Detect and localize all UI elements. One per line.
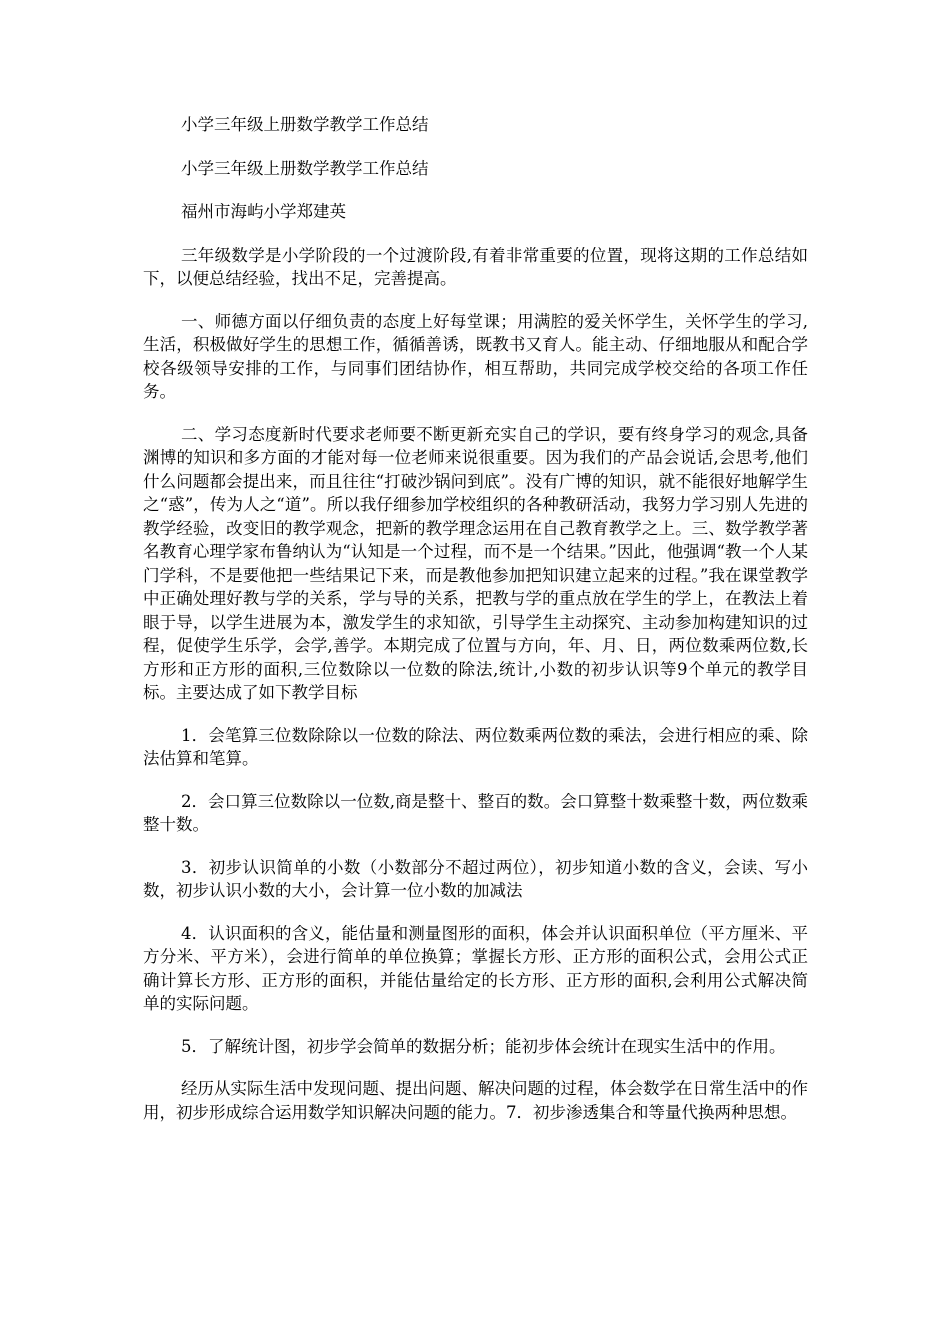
paragraph-learning-teaching: 二、学习态度新时代要求老师要不断更新充实自己的学识，要有终身学习的观念,具备渊博的知识和多方面的才能对每一位老师来说很重要。因为我们的产品会说话,会思考,他们什么问题都会提出来，而且往往“打破沙锅问到底”。没有广博的知识，就不能很好地解学生之“惑”，传为人之“道”。所以我仔细参加学校组织的各种教研活动，我努力学习别人先进的教学经验，改变旧的教学观念，把新的教学理念运用在自己教育教学之上。三、数学教学著名教育心理学家布鲁纳认为“认知是一个过程，而不是一个结果。”因此，他强调“教一个人某门学科，不是要他把一些结果记下来，而是教他参加把知识建立起来的过程。”我在课堂教学中正确处理好教与学的关系，学与导的关系，把教与学的重点放在学生的学上，在教法上着眼于导，以学生进展为本，激发学生的求知欲，引导学生主动探究、主动参加构建知识的过程，促使学生乐学，会学,善学。本期完成了位置与方向，年、月、日，两位数乘两位数,长方形和正方形的面积,三位数除以一位数的除法,统计,小数的初步认识等9个单元的教学目标。主要达成了如下教学目标	[143, 424, 808, 702]
paragraph-goal-4: 4．认识面积的含义，能估量和测量图形的面积，体会并认识面积单位（平方厘米、平方分米、平方米），会进行简单的单位换算；掌握长方形、正方形的面积公式，会用公式正确计算长方形、正方形的面积，并能估量给定的长方形、正方形的面积,会利用公式解决简单的实际问题。	[143, 923, 808, 1013]
paragraph-goal-3: 3．初步认识简单的小数（小数部分不超过两位），初步知道小数的含义，会读、写小数，初步认识小数的大小，会计算一位小数的加减法	[143, 857, 808, 900]
paragraph-intro: 三年级数学是小学阶段的一个过渡阶段,有着非常重要的位置，现将这期的工作总结如下，以便总结经验，找出不足，完善提高。	[143, 245, 808, 288]
paragraph-goal-1: 1．会笔算三位数除除以一位数的除法、两位数乘两位数的乘法，会进行相应的乘、除法估算和笔算。	[143, 725, 808, 768]
paragraph-ethics: 一、师德方面以仔细负责的态度上好每堂课；用满腔的爱关怀学生，关怀学生的学习,生活，积极做好学生的思想工作，循循善诱，既教书又育人。能主动、仔细地服从和配合学校各级领导安排的工作，与同事们团结协作，相互帮助，共同完成学校交给的各项工作任务。	[143, 311, 808, 401]
document-subtitle: 小学三年级上册数学教学工作总结	[181, 158, 429, 178]
paragraph-goal-6-7: 经历从实际生活中发现问题、提出问题、解决问题的过程，体会数学在日常生活中的作用，初步形成综合运用数学知识解决问题的能力。7．初步渗透集合和等量代换两种思想。	[143, 1079, 808, 1122]
document-title: 小学三年级上册数学教学工作总结	[181, 115, 429, 134]
document-body	[143, 113, 808, 1143]
document-author: 福州市海屿小学郑建英	[181, 202, 346, 221]
paragraph-goal-5: 5．了解统计图，初步学会简单的数据分析；能初步体会统计在现实生活中的作用。	[181, 1036, 786, 1056]
paragraph-goal-2: 2．会口算三位数除以一位数,商是整十、整百的数。会口算整十数乘整十数，两位数乘整十数。	[143, 791, 808, 834]
